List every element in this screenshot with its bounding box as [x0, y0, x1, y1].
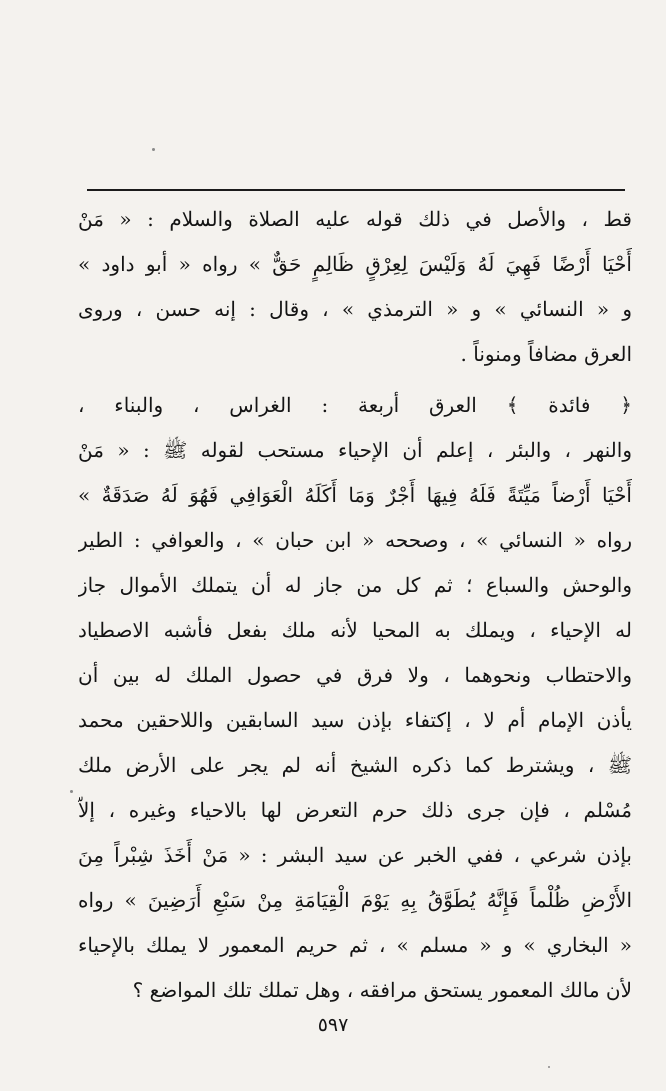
text-line: أَحْيَا أَرْضًا فَهِيَ لَهُ وَلَيْسَ لِعِرْقٍ ظَالِمٍ حَقٌّ » رواه « أبو داود » — [78, 252, 632, 276]
text-line: ﷺ ، ويشترط كما ذكره الشيخ أنه لم يجر على الأرض ملك — [78, 753, 632, 777]
top-divider-line — [87, 189, 625, 191]
text-line: الأَرْضِ ظُلْماً فَإِنَّهُ يُطَوَّقُ بِهِ يَوْمَ الْقِيَامَةِ مِنْ سَبْعِ أَرَضِينَ » رواه — [78, 888, 632, 912]
text-line: أَحْيَا أَرْضاً مَيِّتَةً فَلَهُ فِيهَا أَجْرٌ وَمَا أَكَلَهُ الْعَوَافِي فَهُوَ لَهُ صَدَقَةٌ » — [78, 483, 632, 507]
text-line: قط ، والأصل في ذلك قوله عليه الصلاة والسلام : « مَنْ — [78, 207, 632, 231]
page-number: ٥٩٧ — [317, 1014, 349, 1036]
paragraph-1 — [78, 197, 632, 377]
text-line: له الإحياء ، ويملك به المحيا لأنه ملك بفعل فأشبه الاصطياد — [78, 618, 632, 642]
text-line: يأذن الإمام أم لا ، إكتفاء بإذن سيد السابقين واللاحقين محمد — [78, 708, 632, 732]
text-line: بإذن شرعي ، ففي الخبر عن سيد البشر : « مَنْ أَخَذَ شِبْراً مِنَ — [78, 843, 632, 867]
text-line: ﴿ فائدة ﴾ العرق أربعة : الغراس ، والبناء ، — [78, 393, 632, 417]
text-line: رواه « النسائي » ، وصححه « ابن حبان » ، والعوافي : الطير — [78, 528, 632, 552]
scan-speck — [548, 1066, 550, 1068]
text-line: والنهر ، والبئر ، إعلم أن الإحياء مستحب لقوله ﷺ : « مَنْ — [78, 438, 632, 462]
text-line: لأن مالك المعمور يستحق مرافقه ، وهل تملك تلك المواضع ؟ — [132, 978, 632, 1002]
text-line: « البخاري » و « مسلم » ، ثم حريم المعمور لا يملك بالإحياء — [78, 933, 632, 957]
text-line: العرق مضافاً ومنوناً . — [460, 342, 632, 366]
text-line: و « النسائي » و « الترمذي » ، وقال : إنه حسن ، وروى — [78, 297, 632, 321]
scan-speck — [152, 148, 155, 151]
text-line: والاحتطاب ونحوهما ، ولا فرق في حصول الملك له بين أن — [78, 663, 632, 687]
text-line: والوحش والسباع ؛ ثم كل من جاز له أن يتملك الأموال جاز — [78, 573, 632, 597]
scan-speck — [70, 790, 73, 793]
text-line: مُسْلم ، فإن جرى ذلك حرم التعرض لها بالاحياء وغيره ، إلاّ — [78, 798, 632, 822]
paragraph-2-note — [78, 383, 632, 1013]
